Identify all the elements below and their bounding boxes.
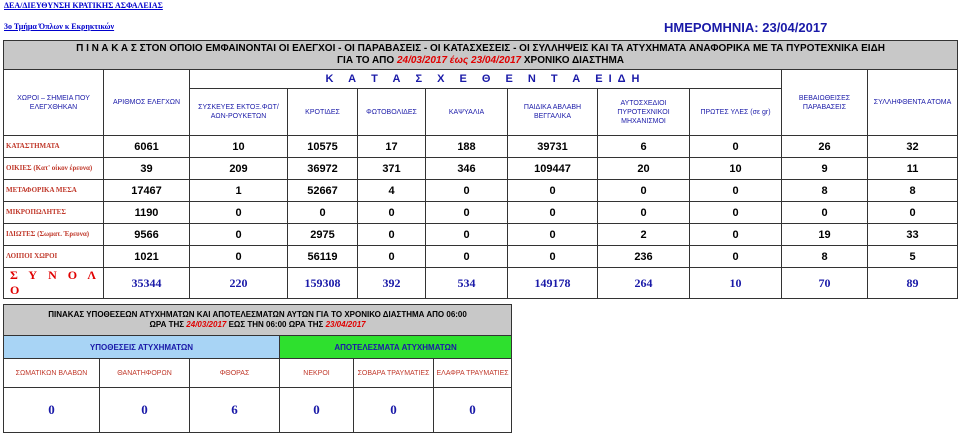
- date-to: 23/04/2017: [471, 55, 522, 66]
- data-cell: 10: [690, 158, 782, 180]
- table-row: [4, 202, 958, 224]
- data-cell: 10575: [288, 136, 358, 158]
- data-cell: 10: [190, 136, 288, 158]
- col-header-krotides: ΚΡΟΤΙΔΕΣ: [288, 89, 358, 136]
- data-cell: 20: [598, 158, 690, 180]
- total-row: [4, 268, 958, 299]
- data-cell: 8: [868, 180, 958, 202]
- total-cell: 35344: [104, 268, 190, 299]
- accident-value: 0: [4, 388, 100, 433]
- data-cell: 6: [598, 136, 690, 158]
- data-cell: 26: [782, 136, 868, 158]
- col-header-devices: ΣΥΣΚΕΥΕΣ ΕΚΤΟΞ.ΦΩΤ/ΑΩΝ-ΡΟΥΚΕΤΩΝ: [190, 89, 288, 136]
- data-cell: 1190: [104, 202, 190, 224]
- row-label: ΜΙΚΡΟΠΩΛΗΤΕΣ: [4, 202, 104, 224]
- total-cell: 10: [690, 268, 782, 299]
- data-cell: 188: [426, 136, 508, 158]
- col-header-toys: ΠΑΙΔΙΚΑ ΑΒΛΑΒΗ ΒΕΓΓΑΛΙΚΑ: [508, 89, 598, 136]
- data-cell: 0: [690, 202, 782, 224]
- report-date: [664, 20, 827, 35]
- col-header-improvised: ΑΥΤΟΣΧΕΔΙΟΙ ΠΥΡΟΤΕΧΝΙΚΟΙ ΜΗΧΑΝΙΣΜΟΙ: [598, 89, 690, 136]
- data-cell: 209: [190, 158, 288, 180]
- table-title: [4, 41, 958, 70]
- col-header-checks: ΑΡΙΘΜΟΣ ΕΛΕΓΧΩΝ: [104, 70, 190, 136]
- data-cell: 0: [598, 180, 690, 202]
- data-cell: 9: [782, 158, 868, 180]
- accident-value: 0: [434, 388, 512, 433]
- col-header-injuries: ΣΩΜΑΤΙΚΩΝ ΒΛΑΒΩΝ: [4, 359, 100, 388]
- accidents-table: [3, 304, 512, 433]
- title-line2-prefix: ΓΙΑ ΤΟ ΑΠΟ: [337, 55, 395, 66]
- col-header-serious-injured: ΣΟΒΑΡΑ ΤΡΑΥΜΑΤΙΕΣ: [354, 359, 434, 388]
- data-cell: 346: [426, 158, 508, 180]
- data-cell: 0: [358, 202, 426, 224]
- data-cell: 19: [782, 224, 868, 246]
- seizures-table: [3, 40, 958, 299]
- data-cell: 236: [598, 246, 690, 268]
- data-cell: 33: [868, 224, 958, 246]
- col-header-fatal: ΘΑΝΑΤΗΦΟΡΩΝ: [100, 359, 190, 388]
- data-cell: 39731: [508, 136, 598, 158]
- accidents-title-line1: ΠΙΝΑΚΑΣ ΥΠΟΘΕΣΕΩΝ ΑΤΥΧΗΜΑΤΩΝ ΚΑΙ ΑΠΟΤΕΛΕΣΜΑΤΩΝ ΑΥΤΩΝ ΓΙΑ ΤΟ ΧΡΟΝΙΚΟ ΔΙΑΣΤΗΜΑ ΑΠΟ 06:00: [48, 310, 467, 319]
- data-cell: 56119: [288, 246, 358, 268]
- data-cell: 1: [190, 180, 288, 202]
- data-cell: 32: [868, 136, 958, 158]
- total-cell: 70: [782, 268, 868, 299]
- table-row: [4, 158, 958, 180]
- data-cell: 0: [190, 202, 288, 224]
- data-cell: 0: [358, 224, 426, 246]
- data-cell: 8: [782, 246, 868, 268]
- data-cell: 0: [426, 246, 508, 268]
- seized-items-group-header: Κ Α Τ Α Σ Χ Ε Θ Ε Ν Τ Α ΕΙΔΗ: [190, 70, 782, 89]
- data-cell: 36972: [288, 158, 358, 180]
- row-label: ΚΑΤΑΣΤΗΜΑΤΑ: [4, 136, 104, 158]
- data-cell: 2: [598, 224, 690, 246]
- department-line[interactable]: 3ο Τμήμα Όπλων κ Εκρηκτικών: [4, 22, 115, 31]
- row-label: ΟΙΚΙΕΣ (Κατ' οίκον έρευνα): [4, 158, 104, 180]
- data-cell: 52667: [288, 180, 358, 202]
- date-value: 23/04/2017: [762, 20, 828, 35]
- date-sep: έως: [449, 55, 469, 66]
- col-header-raw-materials: ΠΡΩΤΕΣ ΥΛΕΣ (σε gr): [690, 89, 782, 136]
- org-line[interactable]: ΔΕΑ/ΔΙΕΥΘΥΝΣΗ ΚΡΑΤΙΚΗΣ ΑΣΦΑΛΕΙΑΣ: [4, 1, 163, 10]
- date-label: ΗΜΕΡΟΜΗΝΙΑ:: [664, 20, 759, 35]
- data-cell: 2975: [288, 224, 358, 246]
- col-header-kafsalia: ΚΑΨΥΑΛΙΑ: [426, 89, 508, 136]
- data-cell: 0: [868, 202, 958, 224]
- data-cell: 0: [426, 180, 508, 202]
- total-cell: 392: [358, 268, 426, 299]
- data-cell: 0: [782, 202, 868, 224]
- row-label: ΜΕΤΑΦΟΡΙΚΑ ΜΕΣΑ: [4, 180, 104, 202]
- total-cell: 534: [426, 268, 508, 299]
- data-cell: 11: [868, 158, 958, 180]
- col-header-places: ΧΩΡΟΙ – ΣΗΜΕΙΑ ΠΟΥ ΕΛΕΓΧΘΗΚΑΝ: [4, 70, 104, 136]
- data-cell: 17: [358, 136, 426, 158]
- accidents-title-prefix: ΩΡΑ ΤΗΣ: [149, 320, 185, 329]
- data-cell: 0: [288, 202, 358, 224]
- data-cell: 0: [508, 180, 598, 202]
- data-cell: 0: [690, 136, 782, 158]
- row-label: ΛΟΙΠΟΙ ΧΩΡΟΙ: [4, 246, 104, 268]
- data-cell: 9566: [104, 224, 190, 246]
- total-cell: 149178: [508, 268, 598, 299]
- row-label: ΙΔΙΩΤΕΣ (Σωματ. Έρευνα): [4, 224, 104, 246]
- accident-value: 6: [190, 388, 280, 433]
- table-row: [4, 224, 958, 246]
- table-row: [4, 246, 958, 268]
- total-cell: 264: [598, 268, 690, 299]
- data-cell: 0: [508, 202, 598, 224]
- data-cell: 1021: [104, 246, 190, 268]
- total-cell: 159308: [288, 268, 358, 299]
- accident-value: 0: [354, 388, 434, 433]
- accident-value: 0: [100, 388, 190, 433]
- accidents-date-from: 24/03/2017: [186, 320, 227, 329]
- data-cell: 0: [508, 246, 598, 268]
- data-cell: 109447: [508, 158, 598, 180]
- total-cell: 89: [868, 268, 958, 299]
- data-cell: 0: [690, 180, 782, 202]
- col-header-light-injured: ΕΛΑΦΡΑ ΤΡΑΥΜΑΤΙΕΣ: [434, 359, 512, 388]
- col-header-violations: ΒΕΒΑΙΩΘΕΙΣΕΣ ΠΑΡΑΒΑΣΕΙΣ: [782, 70, 868, 136]
- data-cell: 371: [358, 158, 426, 180]
- total-label: Σ Υ Ν Ο Λ Ο: [4, 268, 104, 299]
- accident-cases-header: ΥΠΟΘΕΣΕΙΣ ΑΤΥΧΗΜΑΤΩΝ: [4, 336, 280, 359]
- data-cell: 39: [104, 158, 190, 180]
- accidents-date-to: 23/04/2017: [325, 320, 366, 329]
- data-cell: 8: [782, 180, 868, 202]
- accident-results-header: ΑΠΟΤΕΛΕΣΜΑΤΑ ΑΤΥΧΗΜΑΤΩΝ: [280, 336, 512, 359]
- data-cell: 0: [690, 224, 782, 246]
- table-row: [4, 136, 958, 158]
- table-row: [4, 180, 958, 202]
- accidents-title-mid: ΕΩΣ ΤΗΝ 06:00 ΩΡΑ ΤΗΣ: [228, 320, 324, 329]
- accidents-title: [4, 305, 512, 336]
- col-header-dead: ΝΕΚΡΟΙ: [280, 359, 354, 388]
- col-header-arrests: ΣΥΛΛΗΦΘΕΝΤΑ ΑΤΟΜΑ: [868, 70, 958, 136]
- data-cell: 0: [598, 202, 690, 224]
- data-cell: 17467: [104, 180, 190, 202]
- data-cell: 0: [508, 224, 598, 246]
- data-cell: 4: [358, 180, 426, 202]
- data-cell: 0: [426, 224, 508, 246]
- data-cell: 0: [190, 246, 288, 268]
- title-line2-suffix: ΧΡΟΝΙΚΟ ΔΙΑΣΤΗΜΑ: [523, 55, 625, 66]
- col-header-flares: ΦΩΤΟΒΟΛΙΔΕΣ: [358, 89, 426, 136]
- col-header-damage: ΦΘΟΡΑΣ: [190, 359, 280, 388]
- date-from: 24/03/2017: [396, 55, 448, 66]
- data-cell: 0: [426, 202, 508, 224]
- title-line1: Π Ι Ν Α Κ Α Σ ΣΤΟΝ ΟΠΟΙΟ ΕΜΦΑΙΝΟΝΤΑΙ ΟΙ ΕΛΕΓΧΟΙ - ΟΙ ΠΑΡΑΒΑΣΕΙΣ - ΟΙ ΚΑΤΑΣΧΕΣΕΙΣ - ΟΙ ΣΥΛΛΗΨΕΙΣ ΚΑΙ ΤΑ ΑΤΥΧΗΜΑΤΑ ΑΝΑΦΟΡΙΚΑ ΜΕ ΤΑ ΠΥΡΟΤΕΧΝΙΚΑ ΕΙΔΗ: [76, 43, 885, 54]
- data-cell: 5: [868, 246, 958, 268]
- data-cell: 6061: [104, 136, 190, 158]
- accident-value: 0: [280, 388, 354, 433]
- data-cell: 0: [690, 246, 782, 268]
- total-cell: 220: [190, 268, 288, 299]
- data-cell: 0: [190, 224, 288, 246]
- data-cell: 0: [358, 246, 426, 268]
